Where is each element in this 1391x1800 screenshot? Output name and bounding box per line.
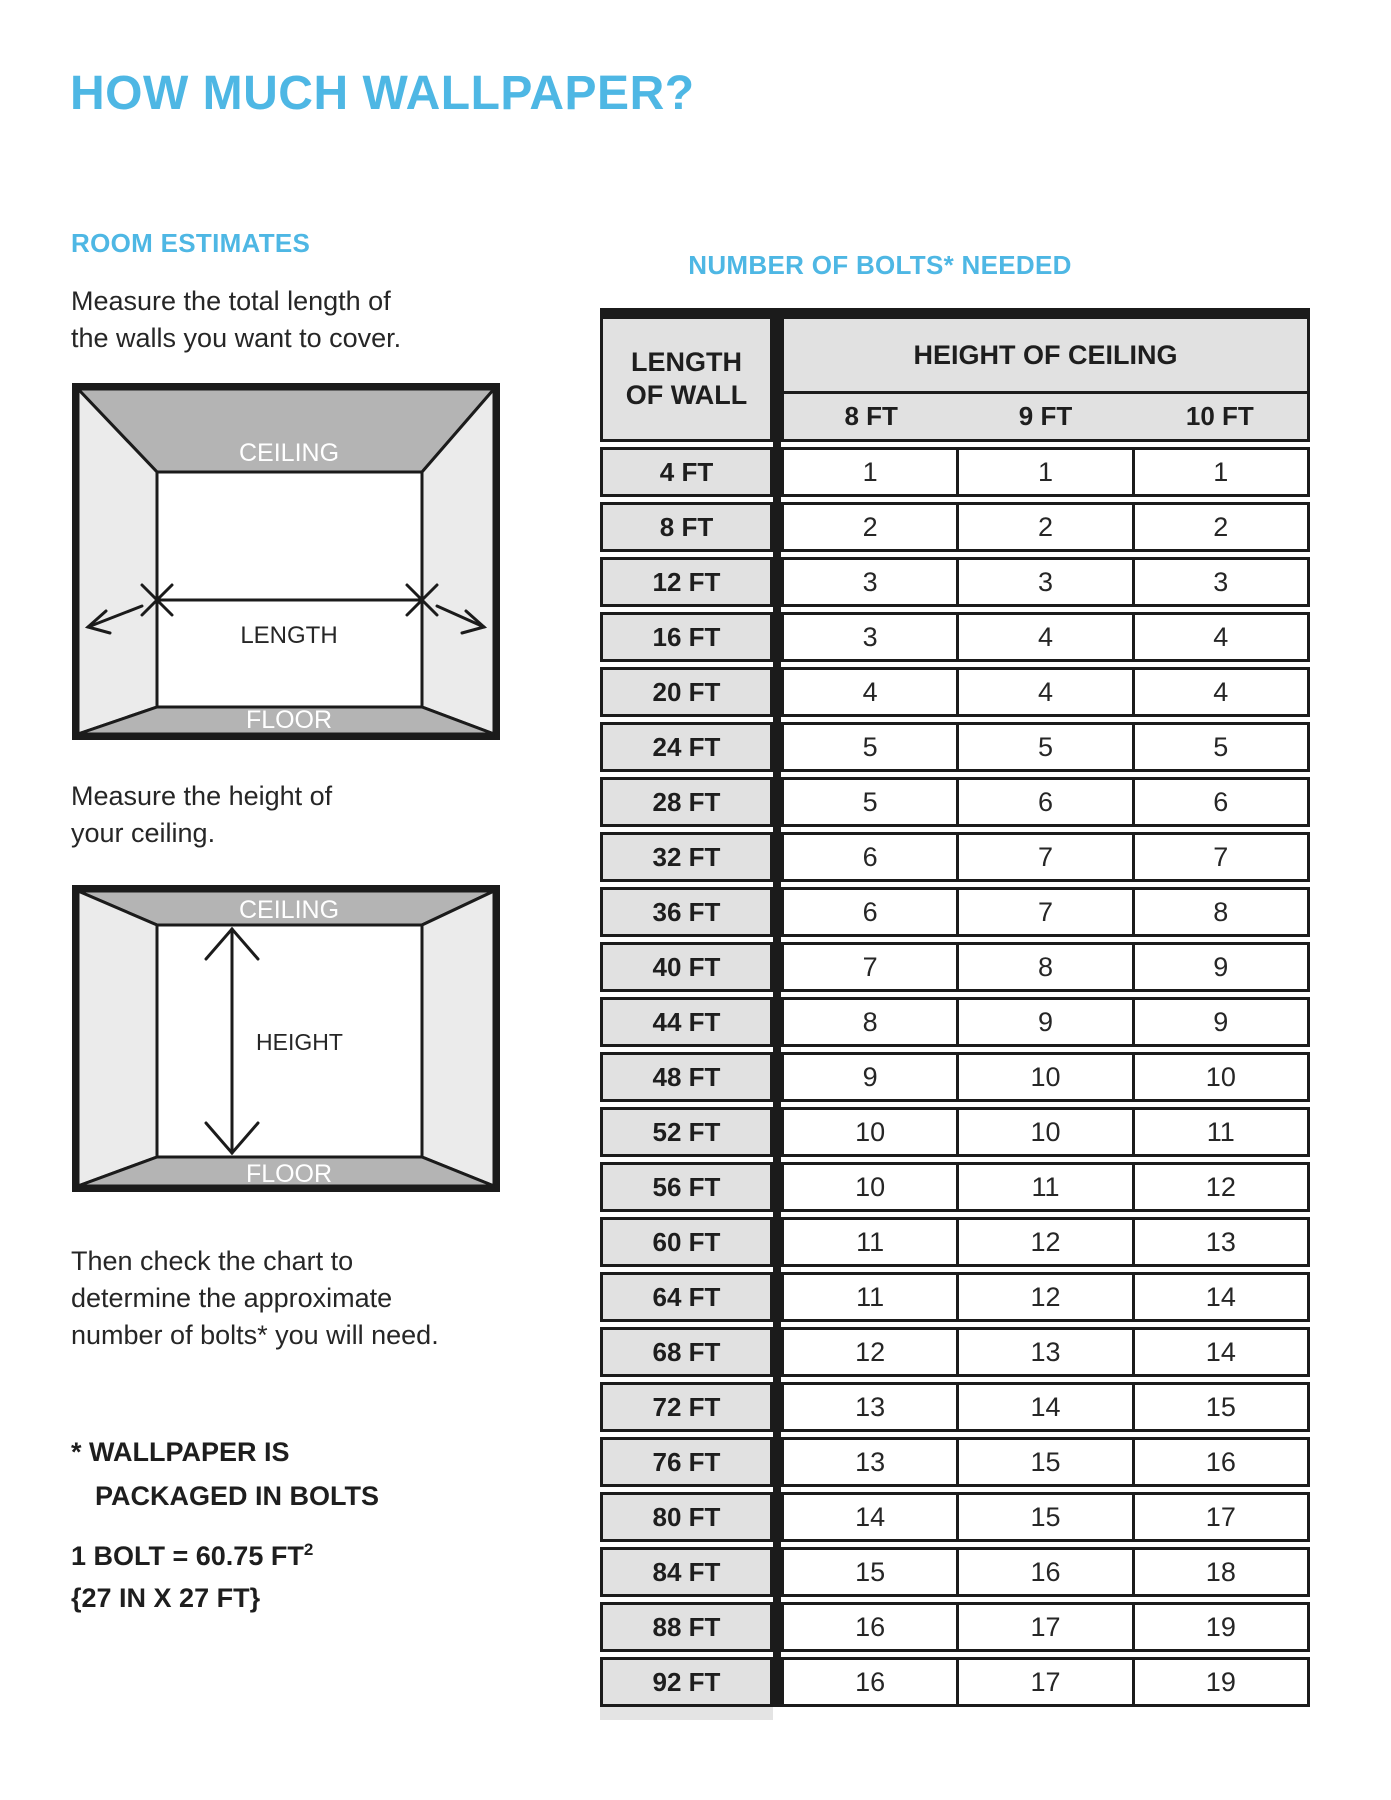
bolt-count-cell: 19 xyxy=(1132,1605,1307,1649)
wall-length-cell: 84 FT xyxy=(600,1547,773,1597)
table-row xyxy=(600,1327,1310,1377)
bolt-count-cell: 4 xyxy=(956,670,1131,714)
instruction-length xyxy=(71,283,401,357)
bolt-count-cell: 16 xyxy=(855,1666,886,1697)
table-row xyxy=(600,1162,1310,1212)
table-row xyxy=(600,1602,1310,1652)
instruction-height-line1: Measure the height of xyxy=(71,781,333,811)
back-wall xyxy=(157,472,422,707)
length-of-wall-header: LENGTH OF WALL xyxy=(600,316,773,442)
table-row xyxy=(600,1107,1310,1157)
bolt-count-cell: 3 xyxy=(862,621,878,652)
instruction-height xyxy=(71,778,332,852)
table-row xyxy=(600,832,1310,882)
table-row xyxy=(600,1492,1310,1542)
bolt-count-cells xyxy=(781,1107,1310,1157)
wall-length-cell: 76 FT xyxy=(600,1437,773,1487)
room-length-diagram xyxy=(72,383,500,740)
ceiling-height-subheaders xyxy=(784,394,1307,439)
bolt-count-cells xyxy=(781,502,1310,552)
floor-label: FLOOR xyxy=(245,1160,333,1188)
wall-length-cell: 40 FT xyxy=(600,942,773,992)
height-of-ceiling-label: HEIGHT OF CEILING xyxy=(913,339,1178,370)
bolt-footnote-line1: * WALLPAPER IS xyxy=(71,1437,290,1467)
bolt-count-cells xyxy=(781,997,1310,1047)
wall-length-cell: 20 FT xyxy=(600,667,773,717)
bolt-count-cell: 17 xyxy=(956,1605,1131,1649)
bolt-count-cell: 4 xyxy=(956,615,1131,659)
bolt-count-cells xyxy=(781,1547,1310,1597)
bolt-count-cell: 11 xyxy=(1132,1110,1307,1154)
bolt-count-cell: 14 xyxy=(855,1501,886,1532)
table-top-border xyxy=(600,308,1310,316)
table-row xyxy=(600,997,1310,1047)
room-height-diagram xyxy=(72,885,500,1192)
bolt-count-cell: 18 xyxy=(1132,1550,1307,1594)
subheader-10ft: 10 FT xyxy=(1185,401,1254,431)
bolt-count-cell: 9 xyxy=(956,1000,1131,1044)
table-row xyxy=(600,667,1310,717)
length-label: LENGTH xyxy=(240,622,338,649)
table-header xyxy=(600,316,1310,442)
instruction-length-line1: Measure the total length of xyxy=(71,286,391,316)
bolt-count-cell: 15 xyxy=(956,1495,1131,1539)
bolts-table-heading: NUMBER OF BOLTS* NEEDED xyxy=(688,250,1072,280)
bolt-count-cell: 16 xyxy=(855,1611,886,1642)
bolt-count-cells xyxy=(781,1217,1310,1267)
bolt-count-cell: 19 xyxy=(1132,1660,1307,1704)
bolt-count-cell: 13 xyxy=(956,1330,1131,1374)
bolt-count-cell: 17 xyxy=(956,1660,1131,1704)
bolt-count-cell: 5 xyxy=(862,786,878,817)
bolt-count-cell: 13 xyxy=(1132,1220,1307,1264)
instruction-chart-line1: Then check the chart to xyxy=(71,1246,354,1276)
bolt-count-cell: 13 xyxy=(855,1446,886,1477)
right-wall xyxy=(422,891,494,1186)
bolt-count-cell: 10 xyxy=(956,1110,1131,1154)
table-row xyxy=(600,447,1310,497)
table-rows xyxy=(600,442,1310,1707)
bolt-count-cell: 17 xyxy=(1132,1495,1307,1539)
bolt-count-cell: 5 xyxy=(862,731,878,762)
wall-length-cell: 92 FT xyxy=(600,1657,773,1707)
bolt-count-cells xyxy=(781,557,1310,607)
table-row xyxy=(600,1272,1310,1322)
wall-length-cell: 24 FT xyxy=(600,722,773,772)
bolt-count-cell: 13 xyxy=(855,1391,886,1422)
bolt-count-cell: 15 xyxy=(1132,1385,1307,1429)
bolt-count-cell: 5 xyxy=(1132,725,1307,769)
bolt-count-cells xyxy=(781,777,1310,827)
bolt-count-cell: 4 xyxy=(1132,670,1307,714)
wall-length-cell: 32 FT xyxy=(600,832,773,882)
bolt-count-cells xyxy=(781,1272,1310,1322)
table-row xyxy=(600,1547,1310,1597)
bolt-count-cell: 6 xyxy=(862,841,878,872)
bolt-count-cell: 8 xyxy=(862,1006,878,1037)
wall-length-cell: 68 FT xyxy=(600,1327,773,1377)
bolt-count-cell: 1 xyxy=(862,456,878,487)
wall-length-cell: 56 FT xyxy=(600,1162,773,1212)
wall-length-cell: 44 FT xyxy=(600,997,773,1047)
bolt-count-cell: 9 xyxy=(1132,1000,1307,1044)
bolt-count-cell: 8 xyxy=(956,945,1131,989)
bolt-count-cell: 6 xyxy=(1132,780,1307,824)
table-row xyxy=(600,612,1310,662)
bolt-count-cell: 2 xyxy=(1132,505,1307,549)
bolt-count-cell: 3 xyxy=(956,560,1131,604)
bolt-count-cell: 6 xyxy=(956,780,1131,824)
bolt-count-cell: 11 xyxy=(856,1226,885,1257)
wall-length-cell: 36 FT xyxy=(600,887,773,937)
bolt-count-cell: 9 xyxy=(862,1061,878,1092)
bolt-count-cells xyxy=(781,1602,1310,1652)
bolt-count-cell: 5 xyxy=(956,725,1131,769)
bolt-count-cell: 15 xyxy=(855,1556,886,1587)
bolt-count-cells xyxy=(781,1657,1310,1707)
bolt-count-cell: 3 xyxy=(862,566,878,597)
wall-length-cell: 48 FT xyxy=(600,1052,773,1102)
bolt-count-cell: 6 xyxy=(862,896,878,927)
bolt-count-cells xyxy=(781,1162,1310,1212)
squared-superscript: 2 xyxy=(303,1540,314,1559)
bolt-size-info xyxy=(71,1535,313,1619)
instruction-chart-line3: number of bolts* you will need. xyxy=(71,1320,439,1350)
floor-label: FLOOR xyxy=(245,706,333,734)
table-row xyxy=(600,1657,1310,1707)
wall-length-cell: 12 FT xyxy=(600,557,773,607)
table-bottom-stub xyxy=(600,1707,773,1720)
wall-length-cell: 16 FT xyxy=(600,612,773,662)
bolt-count-cells xyxy=(781,1382,1310,1432)
wall-length-cell: 64 FT xyxy=(600,1272,773,1322)
bolt-size-line2: {27 IN X 27 FT} xyxy=(71,1583,261,1613)
bolt-count-cell: 7 xyxy=(956,835,1131,879)
bolt-count-cell: 12 xyxy=(956,1220,1131,1264)
bolt-count-cell: 2 xyxy=(956,505,1131,549)
table-row xyxy=(600,1382,1310,1432)
ceiling-height-header xyxy=(781,316,1310,442)
wall-length-cell: 60 FT xyxy=(600,1217,773,1267)
table-row xyxy=(600,1052,1310,1102)
table-row xyxy=(600,777,1310,827)
bolt-count-cells xyxy=(781,667,1310,717)
bolt-count-cell: 10 xyxy=(956,1055,1131,1099)
height-label: HEIGHT xyxy=(256,1029,343,1055)
table-row xyxy=(600,557,1310,607)
bolt-count-cell: 16 xyxy=(956,1550,1131,1594)
subheader-8ft: 8 FT xyxy=(844,401,898,431)
bolt-count-cell: 11 xyxy=(956,1165,1131,1209)
bolt-count-cells xyxy=(781,832,1310,882)
bolt-footnote-line2: PACKAGED IN BOLTS xyxy=(95,1481,380,1511)
bolt-count-cell: 14 xyxy=(1132,1275,1307,1319)
wall-length-cell: 8 FT xyxy=(600,502,773,552)
table-row xyxy=(600,722,1310,772)
bolt-count-cell: 4 xyxy=(862,676,878,707)
bolt-count-cells xyxy=(781,612,1310,662)
wall-length-cell: 72 FT xyxy=(600,1382,773,1432)
wall-length-cell: 28 FT xyxy=(600,777,773,827)
bolt-count-cells xyxy=(781,887,1310,937)
bolt-count-cell: 10 xyxy=(1132,1055,1307,1099)
bolt-count-cell: 7 xyxy=(1132,835,1307,879)
bolt-size-line1: 1 BOLT = 60.75 $FT^2$ xyxy=(71,1540,314,1571)
bolts-table xyxy=(600,308,1310,1720)
bolt-count-cell: 11 xyxy=(856,1281,885,1312)
table-row xyxy=(600,942,1310,992)
instruction-length-line2: the walls you want to cover. xyxy=(71,323,402,353)
wall-length-cell: 52 FT xyxy=(600,1107,773,1157)
room-estimates-heading: ROOM ESTIMATES xyxy=(71,228,311,258)
bolt-count-cell: 4 xyxy=(1132,615,1307,659)
bolt-count-cells xyxy=(781,1052,1310,1102)
page-title: HOW MUCH WALLPAPER? xyxy=(70,67,695,120)
bolt-count-cells xyxy=(781,1492,1310,1542)
bolt-count-cell: 9 xyxy=(1132,945,1307,989)
bolt-count-cell: 12 xyxy=(1132,1165,1307,1209)
bolt-count-cells xyxy=(781,722,1310,772)
bolt-count-cell: 7 xyxy=(956,890,1131,934)
ceiling-label: CEILING xyxy=(238,896,340,924)
table-row xyxy=(600,1437,1310,1487)
bolt-count-cell: 10 xyxy=(855,1116,886,1147)
bolt-count-cell: 1 xyxy=(956,450,1131,494)
bolt-count-cells xyxy=(781,942,1310,992)
wall-length-cell: 80 FT xyxy=(600,1492,773,1542)
bolt-count-cell: 10 xyxy=(855,1171,886,1202)
bolt-count-cell: 12 xyxy=(855,1336,886,1367)
table-row xyxy=(600,502,1310,552)
instruction-chart-line2: determine the approximate xyxy=(71,1283,393,1313)
ceiling-label: CEILING xyxy=(238,439,340,467)
bolt-count-cell: 15 xyxy=(956,1440,1131,1484)
table-row xyxy=(600,887,1310,937)
bolt-count-cell: 1 xyxy=(1132,450,1307,494)
table-row xyxy=(600,1217,1310,1267)
wall-length-cell: 4 FT xyxy=(600,447,773,497)
wall-length-cell: 88 FT xyxy=(600,1602,773,1652)
bolt-count-cells xyxy=(781,1327,1310,1377)
bolt-count-cell: 14 xyxy=(1132,1330,1307,1374)
instruction-height-line2: your ceiling. xyxy=(71,818,216,848)
bolt-footnote xyxy=(71,1430,379,1518)
left-wall xyxy=(78,891,157,1186)
bolt-count-cells xyxy=(781,1437,1310,1487)
bolt-count-cell: 7 xyxy=(862,951,878,982)
bolt-count-cell: 2 xyxy=(862,511,878,542)
bolt-count-cell: 12 xyxy=(956,1275,1131,1319)
bolt-count-cell: 14 xyxy=(956,1385,1131,1429)
bolt-count-cell: 16 xyxy=(1132,1440,1307,1484)
bolt-count-cell: 3 xyxy=(1132,560,1307,604)
subheader-9ft: 9 FT xyxy=(1018,401,1073,431)
bolt-count-cells xyxy=(781,447,1310,497)
bolt-count-cell: 8 xyxy=(1132,890,1307,934)
instruction-chart xyxy=(71,1243,439,1354)
